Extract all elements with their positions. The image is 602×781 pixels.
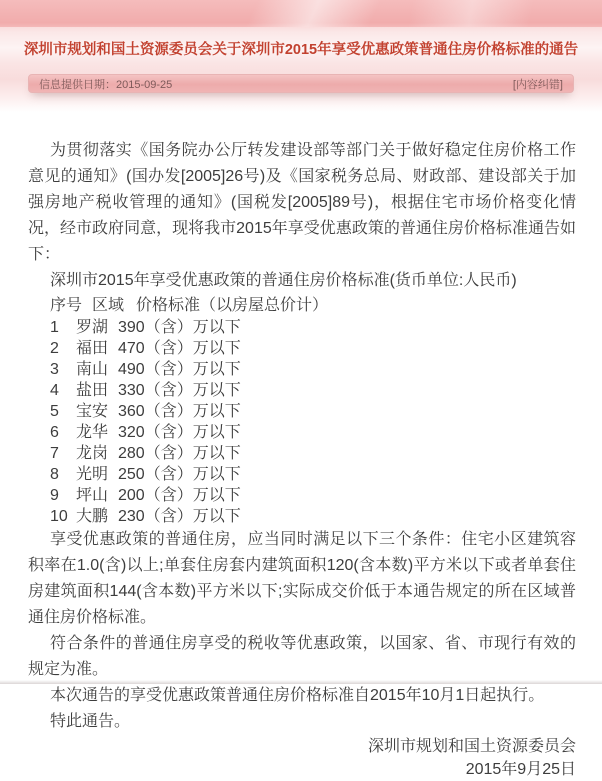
info-date-label: 信息提供日期：	[39, 78, 116, 91]
table-row	[50, 464, 576, 485]
closing-paragraph: 特此通告。	[50, 713, 131, 730]
row-district: 坪山	[76, 487, 109, 504]
row-no: 5	[50, 403, 59, 420]
row-price: 320（含）万以下	[118, 424, 241, 441]
row-no: 9	[50, 487, 59, 504]
decorative-banner	[0, 0, 602, 27]
row-no: 6	[50, 424, 59, 441]
row-no: 1	[50, 319, 59, 336]
row-no: 3	[50, 361, 59, 378]
content-correction-link[interactable]: [内容纠错]	[512, 78, 563, 91]
row-no: 2	[50, 340, 59, 357]
row-price: 280（含）万以下	[118, 445, 241, 462]
info-date-value: 2015-09-25	[116, 78, 173, 91]
standard-heading: 深圳市2015年享受优惠政策的普通住房价格标准(货币单位:人民币)	[50, 272, 517, 289]
table-row	[50, 401, 576, 422]
row-price: 250（含）万以下	[118, 466, 241, 483]
row-district: 大鹏	[76, 508, 109, 525]
header-cell-price: 价格标准（以房屋总价计）	[136, 297, 329, 314]
row-no: 10	[50, 508, 68, 525]
row-price: 390（含）万以下	[118, 319, 241, 336]
price-standard-list	[28, 294, 576, 527]
row-district: 福田	[76, 340, 109, 357]
conditions-paragraph: 享受优惠政策的普通住房，应当同时满足以下三个条件：住宅小区建筑容积率在1.0(含)以上;单套住房套内建筑面积120(含本数)平方米以下或者单套住房建筑面积144(含本数)平方米以下;实际成交价低于本通告规定的所在区域普通住房价格标准。	[28, 531, 576, 626]
signature-agency: 深圳市规划和国土资源委员会	[367, 738, 576, 755]
table-row	[50, 338, 576, 359]
row-district: 龙岗	[76, 445, 109, 462]
row-district: 盐田	[76, 382, 109, 399]
row-district: 宝安	[76, 403, 109, 420]
effective-date-paragraph: 本次通告的享受优惠政策普通住房价格标准自2015年10月1日起执行。	[50, 687, 545, 704]
page-header	[0, 0, 602, 112]
row-price: 230（含）万以下	[118, 508, 241, 525]
row-no: 7	[50, 445, 59, 462]
table-row	[50, 359, 576, 380]
row-no: 4	[50, 382, 59, 399]
table-row	[50, 506, 576, 527]
row-price: 470（含）万以下	[118, 340, 241, 357]
price-table-header	[50, 294, 576, 317]
table-row	[50, 485, 576, 506]
row-price: 490（含）万以下	[118, 361, 241, 378]
table-row	[50, 317, 576, 338]
row-price: 330（含）万以下	[118, 382, 241, 399]
bottom-edge-divider	[0, 680, 602, 684]
table-row	[50, 422, 576, 443]
row-district: 光明	[76, 466, 109, 483]
signature-date: 2015年9月25日	[465, 761, 576, 778]
page-title: 深圳市规划和国土资源委员会关于深圳市2015年享受优惠政策普通住房价格标准的通告	[23, 42, 579, 58]
row-district: 罗湖	[76, 319, 109, 336]
row-no: 8	[50, 466, 59, 483]
header-cell-district: 区域	[92, 297, 125, 314]
table-row	[50, 443, 576, 464]
intro-paragraph: 为贯彻落实《国务院办公厅转发建设部等部门关于做好稳定住房价格工作意见的通知》(国办发[2005]26号)及《国家税务总局、财政部、建设部关于加强房地产税收管理的通知》(国税发[2005]89号)，根据住宅市场价格变化情况，经市政府同意，现将我市2015年享受优惠政策的普通住房价格标准通告如下：	[28, 142, 576, 263]
header-cell-no: 序号	[50, 297, 83, 314]
row-district: 龙华	[76, 424, 109, 441]
row-district: 南山	[76, 361, 109, 378]
table-row	[50, 380, 576, 401]
info-bar	[28, 74, 574, 93]
tax-policy-paragraph: 符合条件的普通住房享受的税收等优惠政策，以国家、省、市现行有效的规定为准。	[28, 635, 576, 678]
row-price: 200（含）万以下	[118, 487, 241, 504]
info-date	[39, 76, 172, 92]
row-price: 360（含）万以下	[118, 403, 241, 420]
